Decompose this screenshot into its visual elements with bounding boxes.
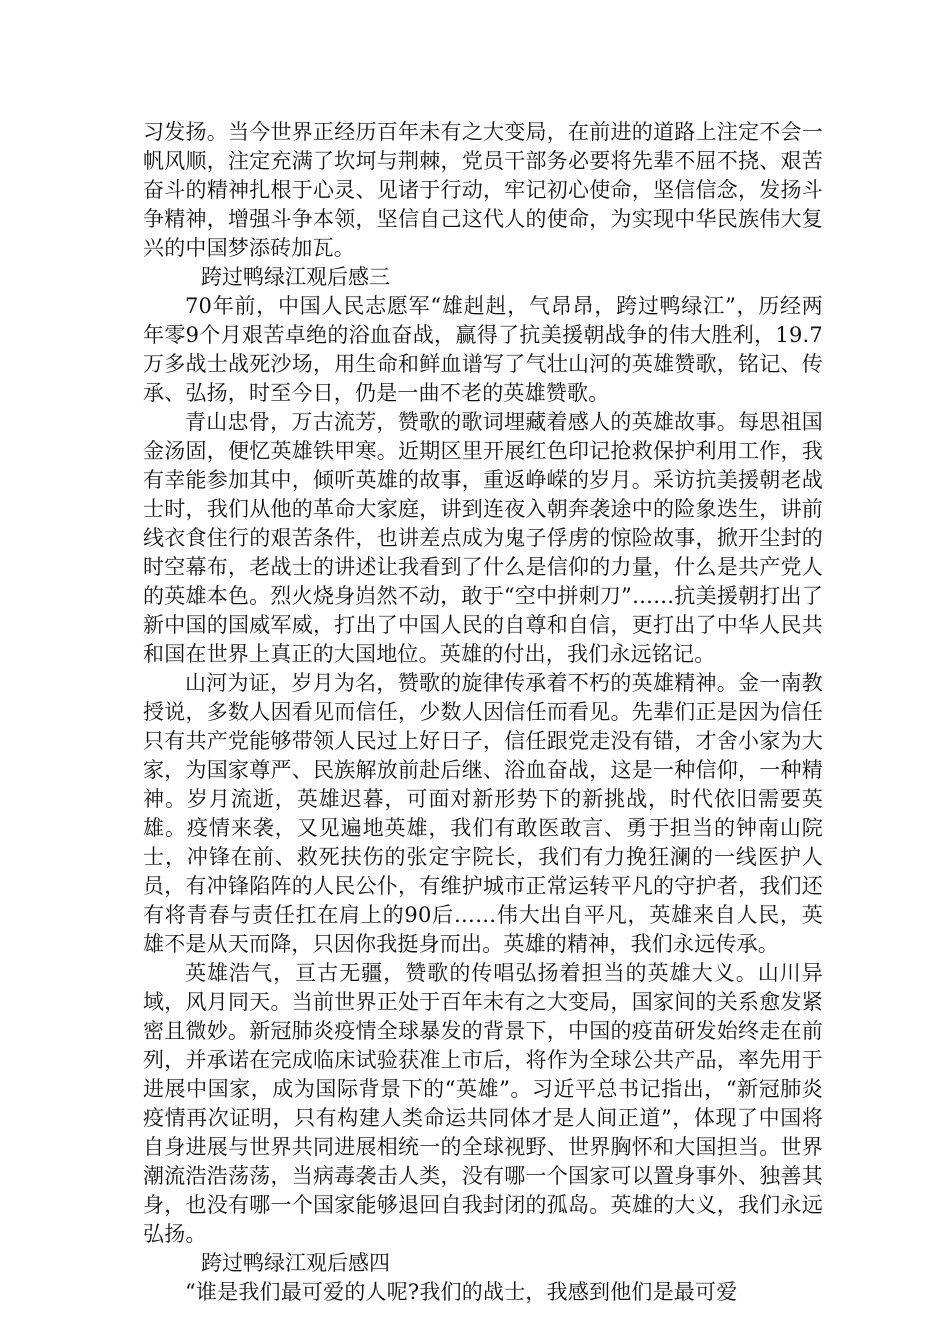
paragraph-heroic-righteousness: 英雄浩气，亘古无疆，赞歌的传唱弘扬着担当的英雄大义。山川异域，风月同天。当前世界正处于百年未有之大变局，国家间的关系愈发紧密且微妙。新冠肺炎疫情全球暴发的背景下，中国的疫苗研发始终走在前列，并承诺在完成临床试验获准上市后，将作为全球公共产品，率先用于进展中国家，成为国际背景下的“英雄”。习近平总书记指出，“新冠肺炎疫情再次证明，只有构建人类命运共同体才是人间正道”，体现了中国将自身进展与世界共同进展相统一的全球视野、世界胸怀和大国担当。世界潮流浩浩荡荡，当病毒袭击人类，没有哪一个国家可以置身事外、独善其身，也没有哪一个国家能够退回自我封闭的孤岛。英雄的大义，我们永远弘扬。 bbox=[143, 961, 823, 1246]
section-heading-four: 跨过鸭绿江观后感四 bbox=[201, 1251, 390, 1275]
paragraph-continuation: 习发扬。当今世界正经历百年未有之大变局，在前进的道路上注定不会一帆风顺，注定充满了坎坷与荆棘，党员干部务必要将先辈不屈不挠、艰苦奋斗的精神扎根于心灵、见诸于行动，牢记初心使命，坚信信念，发扬斗争精神，增强斗争本领，坚信自己这代人的使命，为实现中华民族伟大复兴的中国梦添砖加瓦。 bbox=[143, 120, 823, 260]
section-heading-three: 跨过鸭绿江观后感三 bbox=[201, 265, 390, 289]
paragraph-intro-70-years: 70年前，中国人民志愿军“雄赳赳，气昂昂，跨过鸭绿江”，历经两年零9个月艰苦卓绝的浴血奋战，赢得了抗美援朝战争的伟大胜利，19.7万多战士战死沙场，用生命和鲜血谱写了气壮山河的英雄赞歌，铭记、传承、弘扬，时至今日，仍是一曲不老的英雄赞歌。 bbox=[143, 294, 823, 405]
paragraph-heroic-stories: 青山忠骨，万古流芳，赞歌的歌词埋藏着感人的英雄故事。每思祖国金汤固，便忆英雄铁甲寒。近期区里开展红色印记抢救保护利用工作，我有幸能参加其中，倾听英雄的故事，重返峥嵘的岁月。采访抗美援朝老战士时，我们从他的革命大家庭，讲到连夜入朝奔袭途中的险象迭生，讲前线衣食住行的艰苦条件，也讲差点成为鬼子俘虏的惊险故事，掀开尘封的时空幕布，老战士的讲述让我看到了什么是信仰的力量，什么是共产党人的英雄本色。烈火烧身岿然不动，敢于“空中拼刺刀”……抗美援朝打出了新中国的国威军威，打出了中国人民的自尊和自信，更打出了中华人民共和国在世界上真正的大国地位。英雄的付出，我们永远铭记。 bbox=[143, 410, 823, 666]
document-page bbox=[143, 118, 823, 1307]
paragraph-heroic-spirit: 山河为证，岁月为名，赞歌的旋律传承着不朽的英雄精神。金一南教授说，多数人因看见而信任，少数人因信任而看见。先辈们正是因为信任只有共产党能够带领人民过上好日子，信任跟党走没有错，才舍小家为大家，为国家尊严、民族解放前赴后继、浴血奋战，这是一种信仰，一种精神。岁月流逝，英雄迟暮，可面对新形势下的新挑战，时代依旧需要英雄。疫情来袭，又见遍地英雄，我们有敢医敢言、勇于担当的钟南山院士，冲锋在前、救死扶伤的张定宇院长，我们有力挽狂澜的一线医护人员，有冲锋陷阵的人民公仆，有维护城市正常运转平凡的守护者，我们还有将青春与责任扛在肩上的90后……伟大出自平凡，英雄来自人民，英雄不是从天而降，只因你我挺身而出。英雄的精神，我们永远传承。 bbox=[143, 671, 823, 956]
paragraph-most-lovable-people: “谁是我们最可爱的人呢?我们的战士，我感到他们是最可爱 bbox=[185, 1280, 738, 1304]
